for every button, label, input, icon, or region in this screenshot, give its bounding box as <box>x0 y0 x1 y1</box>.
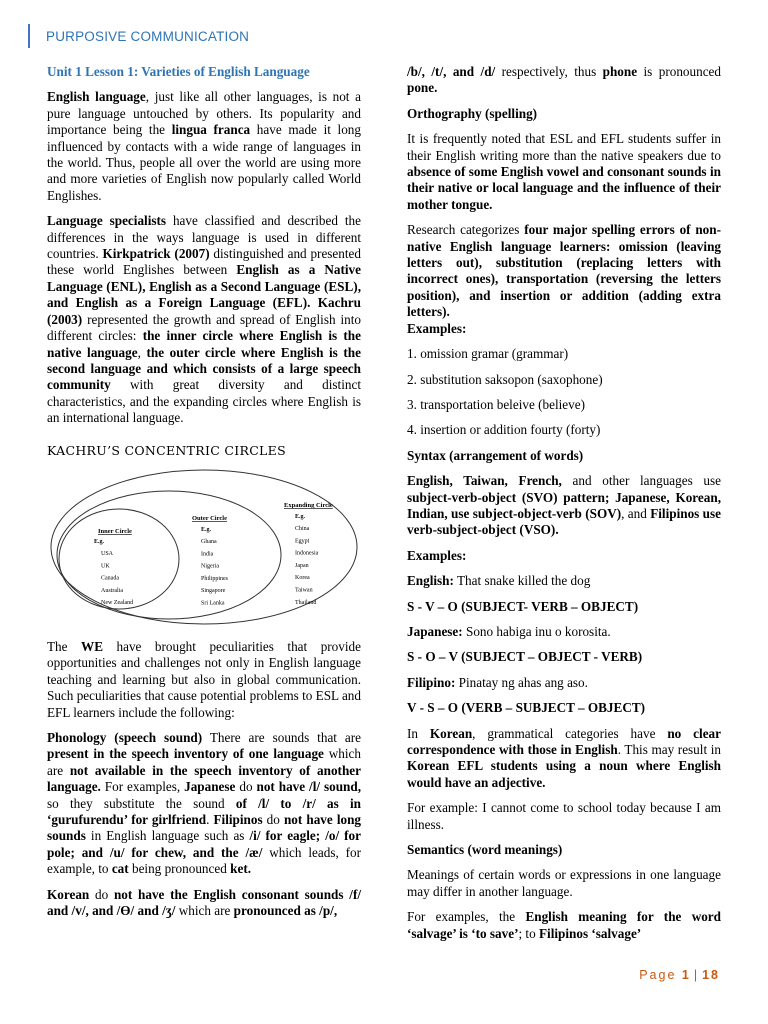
bold-text: English as a Native Language (ENL), English as a Second Language (ESL), and English as a Foreign Language (EFL). Kachru (2003) <box>47 262 361 327</box>
orthography-heading: Orthography (spelling) <box>407 105 538 121</box>
text: , just like all other languages, is not a pure language untouched by others. Its popularity and importance being the <box>47 89 361 138</box>
header-accent-bar <box>28 24 30 48</box>
bold-text: cat <box>111 861 129 877</box>
bold-text: Filipinos use verb-subject-object (VSO). <box>407 505 721 538</box>
text: with great diversity and distinct characteristics, and the expanding circles where English is an international language. <box>47 377 361 426</box>
left-column <box>47 64 361 928</box>
text: . <box>206 812 214 827</box>
bold-text: English, Taiwan, French, <box>407 473 562 489</box>
bold-text: the inner circle where English is the native language <box>47 328 361 360</box>
bold-text: subject-verb-object (SVO) pattern; Japanese, Korean, Indian, use subject-object-verb (SOV) <box>407 489 721 521</box>
syntax-example-sentence: English: That snake killed the dog <box>407 573 591 589</box>
syntax-example-sentence: Japanese: Sono habiga inu o korosita. <box>407 623 611 639</box>
bold-text: Kirkpatrick (2007) <box>102 246 210 262</box>
paragraph-we-peculiarities <box>47 639 361 721</box>
spelling-example: 1. omission gramar (grammar) <box>407 346 569 362</box>
text: and other languages use <box>561 473 721 489</box>
paragraph-spelling-errors <box>407 222 721 337</box>
bold-text: not have the English consonant sounds /f/ and /v/, and /Ө/ and /ʒ/ <box>47 886 361 919</box>
text: For examples, <box>100 779 185 795</box>
syntax-heading: Syntax (arrangement of words) <box>407 447 584 463</box>
text: being pronounced <box>128 861 231 877</box>
text: so they substitute the sound <box>47 795 236 811</box>
bold-text: four major spelling errors of non-native English language learners: omission (leaving letters out), substitution (replacing letters with incorrect ones), transportation (reversing the letters position), and insertion or addition (adding extra letters). <box>407 222 721 320</box>
text: . This may result in <box>617 742 721 757</box>
bold-text: present in the speech inventory of one language <box>47 746 324 762</box>
bold-text: absence of some English vowel and consonant sounds in their native or local language and the influence of their mother tongue. <box>407 164 721 212</box>
text: is pronounced <box>637 64 721 79</box>
kachru-circles-diagram <box>47 467 361 627</box>
expanding-country: Indonesia <box>295 550 319 557</box>
outer-country: Singapore <box>201 588 226 595</box>
bold-text: /i/ for eagle; /o/ for pole; and /u/ for chew, and the /æ/ <box>47 828 362 860</box>
inner-country: New Zealand <box>101 600 134 607</box>
bold-text: Filipinos ‘salvage’ <box>538 925 642 941</box>
page-word: Page <box>639 968 677 982</box>
bold-text: Phonology (speech sound) <box>47 729 203 745</box>
kachru-heading: KACHRU’S CONCENTRIC CIRCLES <box>47 442 286 458</box>
text: have made it long influenced by contacts with a wide range of languages in the world. Thus, people all over the world are using more and more varieties of English now popularly called World Englishes. <box>47 122 361 203</box>
outer-country: Ghana <box>201 538 217 545</box>
text: It is frequently noted that ESL and EFL students suffer in their English writing more than the native speakers due to <box>407 131 721 163</box>
page-footer <box>639 968 720 982</box>
bold-text: pronounced as /p/, <box>233 903 338 919</box>
bold-text: Korean EFL students using a noun where English would have an adjective. <box>407 758 721 790</box>
inner-country: Canada <box>101 575 119 582</box>
right-column <box>407 64 721 951</box>
paragraph-phonology <box>47 730 361 878</box>
bold-text: Examples: <box>407 320 467 336</box>
expanding-eg: E.g. <box>295 513 306 520</box>
text: represented the growth and spread of English into different circles: <box>47 311 361 344</box>
bold-text: ket. <box>230 861 252 877</box>
text: distinguished and presented these world Englishes between <box>47 246 361 278</box>
expanding-country: Japan <box>295 562 309 569</box>
spelling-example: 3. transportation beleive (believe) <box>407 396 585 412</box>
outer-eg: E.g. <box>201 526 212 533</box>
paragraph-orthography <box>407 131 721 213</box>
outer-country: Philippines <box>201 575 229 582</box>
outer-circle-ellipse <box>57 491 281 619</box>
text: which are <box>175 903 234 919</box>
semantics-heading: Semantics (word meanings) <box>407 842 563 858</box>
bold-text: the outer circle where English is the second language and which consists of a large speech community <box>47 344 361 393</box>
lesson-title: Unit 1 Lesson 1: Varieties of English Language <box>47 64 310 79</box>
bold-text: of /l/ to /r/ as in ‘gurufurendu’ for girlfriend <box>47 795 362 827</box>
bold-text: WE <box>81 638 103 654</box>
document-header-title: PURPOSIVE COMMUNICATION <box>46 29 250 44</box>
paragraph-korean-grammar <box>407 726 721 792</box>
text: Research categorizes <box>407 222 525 238</box>
bold-text: English meaning for the word ‘salvage’ is ‘to save’ <box>407 909 721 941</box>
page-number: 1 <box>681 968 691 982</box>
bold-text: phone <box>602 64 638 79</box>
outer-country: Sri Lanka <box>201 600 225 607</box>
text: have brought peculiarities that provide opportunities and challenges not only in English language teaching and learning but also in global communication. Such peculiarities that cause potential problems to ESL and EFL learners include the following: <box>47 638 361 720</box>
text: For examples, the <box>407 909 526 925</box>
syntax-example-sentence: Filipino: Pinatay ng ahas ang aso. <box>407 674 588 690</box>
expanding-country: Korea <box>295 575 310 582</box>
expanding-country: Taiwan <box>295 587 313 594</box>
bold-text: Language specialists <box>47 213 167 229</box>
paragraph-korean-continued <box>407 64 721 97</box>
text: The <box>47 638 82 654</box>
paragraph-salvage <box>407 909 721 942</box>
text: which are <box>47 746 361 778</box>
expanding-country: Egypt <box>295 538 310 545</box>
text: There are sounds that are <box>202 729 362 745</box>
syntax-pattern: S - V – O (SUBJECT- VERB – OBJECT) <box>407 598 639 614</box>
bold-text: pone. <box>407 80 438 96</box>
bold-text: not have long sounds <box>47 812 362 844</box>
expanding-country: Thailand <box>295 599 317 606</box>
text: do <box>235 779 257 795</box>
text: , and <box>621 505 651 521</box>
bold-text: not available in the speech inventory of another language. <box>47 762 361 795</box>
syntax-pattern: V - S – O (VERB – SUBJECT – OBJECT) <box>407 700 646 716</box>
text: have classified and described the differences in the ways language is used in different countries. <box>47 213 362 262</box>
text: , <box>137 344 147 360</box>
expanding-circle-label: Expanding Circle <box>284 501 333 509</box>
inner-country: Australia <box>101 587 123 594</box>
page-total: 18 <box>702 968 720 982</box>
examples-label: Examples: <box>407 547 467 563</box>
inner-circle-ellipse <box>59 509 179 609</box>
bold-text: no clear correspondence with those in English <box>407 725 721 757</box>
paragraph-language-specialists <box>47 213 361 426</box>
paragraph-semantics: Meanings of certain words or expressions in one language may differ in another language. <box>407 867 721 899</box>
text: In <box>407 725 430 741</box>
paragraph-syntax <box>407 473 721 539</box>
inner-country: UK <box>101 563 110 570</box>
spelling-example: 2. substitution saksopon (saxophone) <box>407 371 603 387</box>
outer-country: Nigeria <box>201 563 219 570</box>
bold-text: Japanese <box>184 779 236 795</box>
text: do <box>89 886 114 902</box>
expanding-country: China <box>295 525 310 532</box>
paragraph-korean-consonants <box>47 887 361 920</box>
text: do <box>262 812 284 827</box>
outer-country: India <box>201 551 214 558</box>
text: in English language such as <box>85 828 250 844</box>
paragraph-example-illness: For example: I cannot come to school today because I am illness. <box>407 800 721 832</box>
text: respectively, thus <box>495 64 603 79</box>
inner-eg: E.g. <box>94 538 105 545</box>
page-separator: | <box>693 968 700 982</box>
inner-country: USA <box>101 550 114 557</box>
bold-text: Korean <box>429 725 473 741</box>
text: which leads, for example, to <box>47 844 362 877</box>
bold-text: lingua franca <box>171 122 251 138</box>
paragraph-english-language <box>47 89 361 204</box>
text: , grammatical categories have <box>472 725 668 741</box>
syntax-pattern: S - O – V (SUBJECT – OBJECT - VERB) <box>407 649 643 665</box>
bold-text: Filipinos <box>213 812 263 827</box>
bold-text: English language <box>47 89 146 105</box>
bold-text: Korean <box>47 886 90 902</box>
bold-text: /b/, /t/, and /d/ <box>407 64 496 79</box>
inner-circle-label: Inner Circle <box>98 527 132 535</box>
outer-circle-label: Outer Circle <box>192 514 227 522</box>
spelling-example: 4. insertion or addition fourty (forty) <box>407 422 601 438</box>
text: ; to <box>518 925 539 941</box>
bold-text: not have /l/ sound, <box>256 779 362 795</box>
